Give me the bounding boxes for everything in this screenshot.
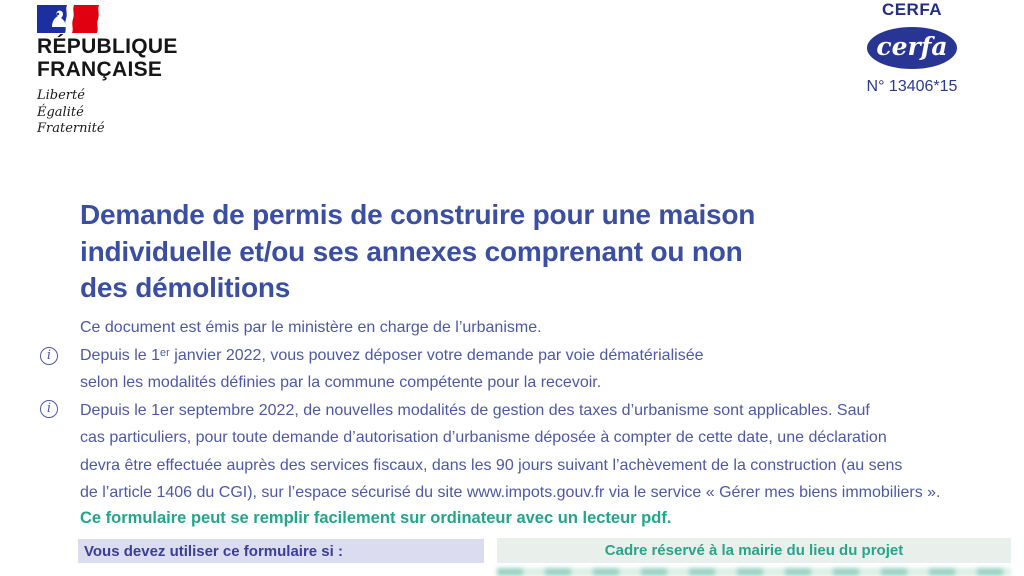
intro-line: Ce document est émis par le ministère en charge de l’urbanisme.	[80, 319, 542, 336]
info2-line3: devra être effectuée auprès des services fiscaux, dans les 90 jours suivant l’achèvement de la construction (au sens	[80, 456, 903, 474]
section-header-mairie: Cadre réservé à la mairie du lieu du projet	[497, 538, 1011, 563]
french-flag-icon	[37, 5, 103, 33]
page-title-line3: des démolitions	[80, 272, 291, 303]
info2-line4: de l’article 1406 du CGI), sur l’espace sécurisé du site www.impots.gouv.fr via le service « Gérer mes biens immobiliers ».	[80, 484, 941, 501]
republique-text-line1: RÉPUBLIQUE	[37, 35, 178, 58]
republique-text-line2: FRANÇAISE	[37, 58, 163, 81]
next-section-partial	[497, 568, 1011, 576]
page-title-line2: individuelle et/ou ses annexes comprenant ou non	[80, 235, 743, 267]
cerfa-label: CERFA	[881, 0, 943, 19]
cerfa-oval-text: cerfa	[876, 32, 948, 61]
cerfa-block	[862, 0, 962, 96]
info-icon: i	[40, 347, 58, 365]
cerfa-form-number: N° 13406*15	[866, 78, 958, 95]
info2-line1: Depuis le 1er septembre 2022, de nouvelles modalités de gestion des taxes d’urbanisme sont applicables. Sauf	[80, 401, 870, 419]
republique-francaise-logo	[37, 5, 178, 138]
info-icon: i	[40, 400, 58, 418]
page-title	[80, 197, 755, 307]
motto-liberte: Liberté	[37, 88, 85, 103]
motto	[37, 88, 178, 138]
info1-line2: selon les modalités définies par la commune compétente pour la recevoir.	[80, 374, 602, 391]
intro-paragraphs	[80, 314, 940, 507]
info2-line2: cas particuliers, pour toute demande d’autorisation d’urbanisme déposée à compter de cette date, une déclaration	[80, 429, 887, 446]
cerfa-logo-icon	[867, 27, 957, 69]
page-title-line1: Demande de permis de construire pour une maison	[80, 199, 756, 230]
motto-egalite: Égalité	[37, 104, 84, 120]
info1-line1: Depuis le 1ᵉʳ janvier 2022, vous pouvez déposer votre demande par voie dématérialisée	[80, 346, 704, 364]
section-header-usage: Vous devez utiliser ce formulaire si :	[78, 539, 484, 563]
motto-fraternite: Fraternité	[37, 121, 105, 136]
pdf-fill-note: Ce formulaire peut se remplir facilement sur ordinateur avec un lecteur pdf.	[80, 509, 672, 527]
